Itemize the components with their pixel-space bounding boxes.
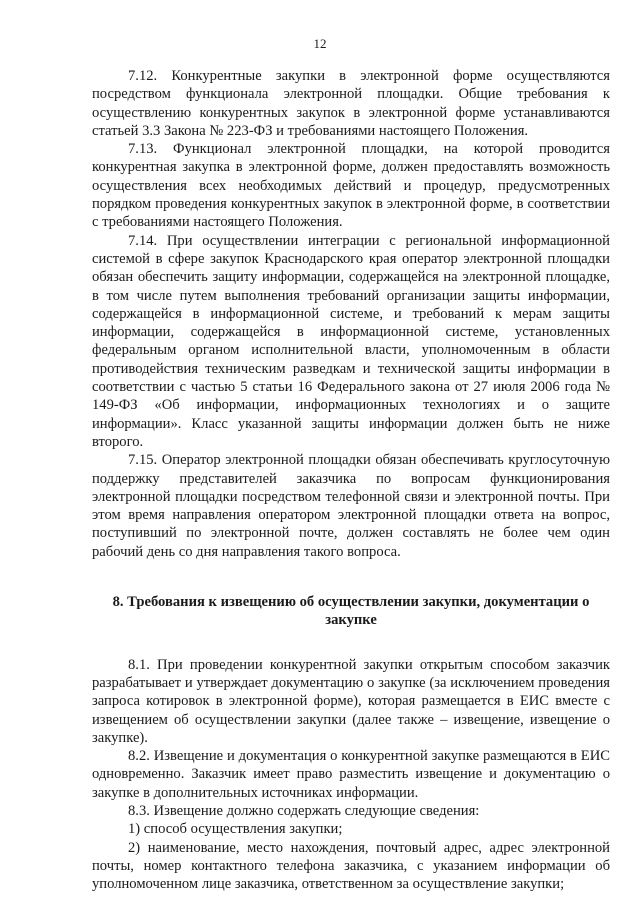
paragraph-7-12: 7.12. Конкурентные закупки в электронной форме осуществляются посредством функционала электронной площадки. Общие требования к осуществлению конкурентных закупок в электронной форме устанавливаются статьей 3.3 Закона № 223-ФЗ и требованиями настоящего Положения. — [92, 68, 610, 139]
paragraph-7-14: 7.14. При осуществлении интеграции с региональной информационной системой в сфере закупок Краснодарского края оператор электронной площадки обязан обеспечить защиту информации, содержащейся на электронной площадке, в том числе путем выполнения требований организации защиты информации, содержащейся в информационной системе, и требований к мерам защиты информации, содержащейся в информационной системе, установленных федеральным органом исполнительной власти, уполномоченным в области противодействия техническим разведкам и технической защиты информации в соответствии с частью 5 статьи 16 Федерального закона от 27 июля 2006 года № 149-ФЗ «Об информации, информационных технологиях и о защите информации». Класс указанной защиты информации должен быть не ниже второго. — [92, 232, 610, 450]
page-number: 12 — [313, 36, 327, 51]
paragraph-7-15: 7.15. Оператор электронной площадки обязан обеспечивать круглосуточную поддержку представителей заказчика по вопросам функционирования электронной площадки посредством телефонной связи и электронной почты. При этом время направления оператором электронной площадки ответа на вопрос, поступивший по электронной почте, должен составлять не более чем один рабочий день со дня направления такого вопроса. — [92, 452, 610, 560]
paragraph-8-2: 8.2. Извещение и документация о конкурентной закупке размещаются в ЕИС одновременно. Заказчик имеет право разместить извещение и документацию о закупке в дополнительных источниках информации. — [92, 748, 610, 801]
list-item-1: 1) способ осуществления закупки; — [128, 821, 343, 838]
paragraph-8-3: 8.3. Извещение должно содержать следующие сведения: — [128, 802, 480, 819]
paragraph-8-1: 8.1. При проведении конкурентной закупки открытым способом заказчик разрабатывает и утверждает документацию о закупке (за исключением проведения запроса котировок в электронной форме), которая размещается в ЕИС вместе с извещением об осуществлении закупки (далее также – извещение, извещение о закупке). — [92, 656, 610, 746]
document-body — [92, 67, 610, 893]
section-8-heading: 8. Требования к извещению об осуществлении закупки, документации о закупке — [112, 594, 590, 629]
paragraph-7-13: 7.13. Функционал электронной площадки, на которой проводится конкурентная закупка в электронной форме, должен предоставлять возможность осуществления всех необходимых действий и процедур, предусмотренных порядком проведения конкурентных закупок в электронной форме, в соответствии с требованиями настоящего Положения. — [92, 141, 610, 231]
list-item-2: 2) наименование, место нахождения, почтовый адрес, адрес электронной почты, номер контактного телефона заказчика, с указанием информации об уполномоченном лице заказчика, ответственном за осуществление закупки; — [92, 839, 610, 893]
